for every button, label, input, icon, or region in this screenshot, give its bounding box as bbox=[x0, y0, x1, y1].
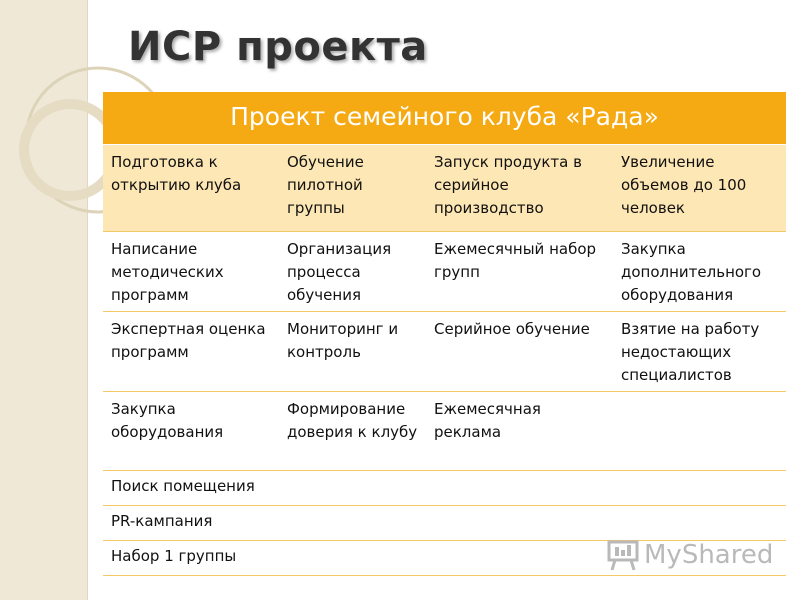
table-cell bbox=[279, 470, 426, 505]
slide-title: ИСР проекта bbox=[128, 24, 428, 70]
table-cell bbox=[613, 391, 786, 470]
table-cell: Подготовка к открытию клуба bbox=[103, 144, 279, 231]
table-cell: Экспертная оценка программ bbox=[103, 311, 279, 391]
presentation-board-icon bbox=[606, 538, 640, 572]
watermark bbox=[606, 537, 773, 573]
table-row bbox=[103, 470, 786, 505]
table-cell: Увеличение объемов до 100 человек bbox=[613, 144, 786, 231]
table-cell: Обучение пилотной группы bbox=[279, 144, 426, 231]
table-cell: Запуск продукта в серийное производство bbox=[426, 144, 613, 231]
table-cell bbox=[279, 540, 426, 575]
table-cell: Набор 1 группы bbox=[103, 540, 279, 575]
table-cell: Поиск помещения bbox=[103, 470, 279, 505]
table-cell: Взятие на работу недостающих специалистов bbox=[613, 311, 786, 391]
table-row bbox=[103, 505, 786, 540]
table-cell bbox=[279, 505, 426, 540]
table-cell: Организация процесса обучения bbox=[279, 231, 426, 311]
table-cell: Мониторинг и контроль bbox=[279, 311, 426, 391]
table-cell: PR-кампания bbox=[103, 505, 279, 540]
table-cell: Написание методических программ bbox=[103, 231, 279, 311]
watermark-text: MyShared bbox=[644, 540, 774, 570]
table-row bbox=[103, 231, 786, 311]
project-name: Проект семейного клуба «Рада» bbox=[103, 92, 786, 144]
table-row bbox=[103, 391, 786, 470]
table-cell bbox=[613, 470, 786, 505]
wbs-table bbox=[103, 92, 786, 576]
table-row bbox=[103, 144, 786, 231]
table-cell bbox=[613, 505, 786, 540]
table-cell bbox=[426, 540, 613, 575]
table-cell: Формирование доверия к клубу bbox=[279, 391, 426, 470]
table-cell: Ежемесячная реклама bbox=[426, 391, 613, 470]
table-cell bbox=[426, 470, 613, 505]
table-header-row bbox=[103, 92, 786, 144]
table-cell: Ежемесячный набор групп bbox=[426, 231, 613, 311]
table-cell: Закупка оборудования bbox=[103, 391, 279, 470]
table-cell: Закупка дополнительного оборудования bbox=[613, 231, 786, 311]
table-row bbox=[103, 311, 786, 391]
table-cell bbox=[426, 505, 613, 540]
table-cell: Серийное обучение bbox=[426, 311, 613, 391]
